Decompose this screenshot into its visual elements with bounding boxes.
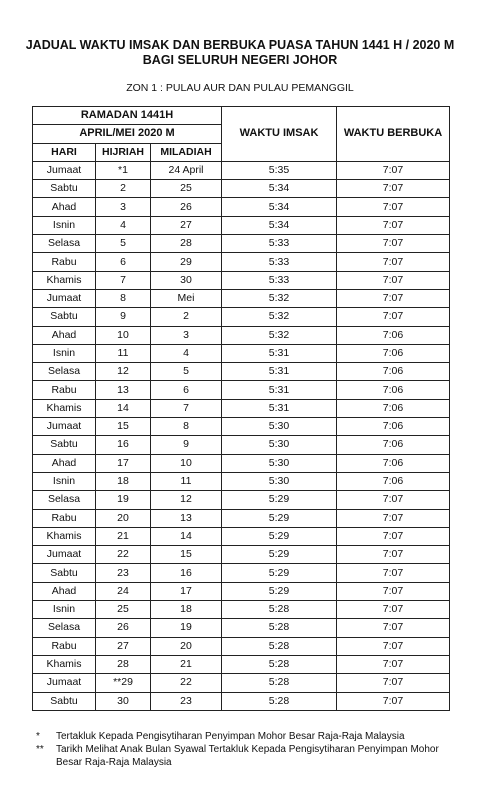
berbuka-cell: 7:07: [337, 161, 450, 179]
berbuka-cell: 7:06: [337, 436, 450, 454]
imsak-cell: 5:34: [222, 180, 337, 198]
hijri-cell: 12: [96, 363, 151, 381]
zone-label: ZON 1 : PULAU AUR DAN PULAU PEMANGGIL: [126, 82, 354, 94]
imsak-cell: 5:28: [222, 619, 337, 637]
berbuka-cell: 7:06: [337, 454, 450, 472]
document-title: [0, 38, 480, 68]
gregorian-cell: 17: [151, 582, 222, 600]
schedule-body: [33, 161, 450, 710]
gregorian-cell: 2: [151, 308, 222, 326]
hijri-cell: 21: [96, 527, 151, 545]
table-row: [33, 216, 450, 234]
berbuka-cell: 7:07: [337, 308, 450, 326]
hijriah-header: HIJRIAH: [96, 143, 151, 161]
table-row: [33, 418, 450, 436]
imsak-cell: 5:28: [222, 601, 337, 619]
table-row: [33, 271, 450, 289]
day-cell: Jumaat: [33, 418, 96, 436]
hijri-cell: 25: [96, 601, 151, 619]
gregorian-cell: 23: [151, 692, 222, 710]
berbuka-cell: 7:07: [337, 637, 450, 655]
imsak-cell: 5:28: [222, 692, 337, 710]
imsak-cell: 5:29: [222, 491, 337, 509]
imsak-cell: 5:32: [222, 326, 337, 344]
table-row: [33, 198, 450, 216]
day-cell: Jumaat: [33, 546, 96, 564]
berbuka-cell: 7:07: [337, 289, 450, 307]
table-row: [33, 235, 450, 253]
berbuka-cell: 7:07: [337, 655, 450, 673]
day-cell: Sabtu: [33, 180, 96, 198]
day-cell: Isnin: [33, 601, 96, 619]
hijri-cell: 6: [96, 253, 151, 271]
title-line-1: JADUAL WAKTU IMSAK DAN BERBUKA PUASA TAHUN 1441 H / 2020 M: [25, 38, 455, 52]
table-row: [33, 637, 450, 655]
day-cell: Rabu: [33, 509, 96, 527]
gregorian-cell: 6: [151, 381, 222, 399]
imsak-cell: 5:33: [222, 235, 337, 253]
berbuka-cell: 7:07: [337, 491, 450, 509]
hijri-cell: *1: [96, 161, 151, 179]
imsak-cell: 5:30: [222, 436, 337, 454]
day-cell: Khamis: [33, 271, 96, 289]
imsak-cell: 5:32: [222, 308, 337, 326]
title-line-2: BAGI SELURUH NEGERI JOHOR: [142, 53, 338, 67]
day-cell: Ahad: [33, 198, 96, 216]
hijri-cell: 4: [96, 216, 151, 234]
gregorian-cell: 19: [151, 619, 222, 637]
gregorian-cell: 29: [151, 253, 222, 271]
berbuka-header: WAKTU BERBUKA: [337, 107, 450, 162]
imsak-cell: 5:30: [222, 418, 337, 436]
table-row: [33, 253, 450, 271]
gregorian-cell: 25: [151, 180, 222, 198]
gregorian-cell: 26: [151, 198, 222, 216]
gregorian-cell: 9: [151, 436, 222, 454]
imsak-cell: 5:29: [222, 509, 337, 527]
day-cell: Isnin: [33, 216, 96, 234]
berbuka-cell: 7:07: [337, 692, 450, 710]
hijri-cell: 17: [96, 454, 151, 472]
table-row: [33, 326, 450, 344]
hijri-cell: 19: [96, 491, 151, 509]
footnote-mark: *: [36, 731, 40, 742]
day-cell: Khamis: [33, 655, 96, 673]
berbuka-cell: 7:06: [337, 344, 450, 362]
berbuka-cell: 7:07: [337, 198, 450, 216]
day-cell: Selasa: [33, 491, 96, 509]
table-row: [33, 308, 450, 326]
imsak-cell: 5:35: [222, 161, 337, 179]
table-row: [33, 180, 450, 198]
footnote-text: Tertakluk Kepada Pengisytiharan Penyimpan Mohor Besar Raja-Raja Malaysia: [56, 731, 405, 742]
table-row: [33, 363, 450, 381]
berbuka-cell: 7:07: [337, 601, 450, 619]
berbuka-cell: 7:07: [337, 582, 450, 600]
day-cell: Sabtu: [33, 436, 96, 454]
month-header: APRIL/MEI 2020 M: [33, 125, 222, 143]
table-row: [33, 436, 450, 454]
berbuka-cell: 7:07: [337, 235, 450, 253]
footnote-text: Tarikh Melihat Anak Bulan Syawal Tertakluk Kepada Pengisytiharan Penyimpan Mohor Besar Raja-Raja Malaysia: [56, 744, 439, 768]
gregorian-cell: 16: [151, 564, 222, 582]
berbuka-cell: 7:07: [337, 509, 450, 527]
day-cell: Sabtu: [33, 692, 96, 710]
gregorian-cell: 14: [151, 527, 222, 545]
hijri-cell: 16: [96, 436, 151, 454]
table-row: [33, 344, 450, 362]
berbuka-cell: 7:06: [337, 418, 450, 436]
berbuka-cell: 7:07: [337, 216, 450, 234]
gregorian-cell: 18: [151, 601, 222, 619]
day-cell: Selasa: [33, 619, 96, 637]
ramadan-header: RAMADAN 1441H: [33, 107, 222, 125]
day-cell: Selasa: [33, 363, 96, 381]
schedule-table: [32, 106, 450, 711]
footnote-mark: **: [36, 744, 44, 755]
imsak-cell: 5:32: [222, 289, 337, 307]
table-row: [33, 472, 450, 490]
gregorian-cell: 21: [151, 655, 222, 673]
hijri-cell: 11: [96, 344, 151, 362]
imsak-cell: 5:34: [222, 216, 337, 234]
hijri-cell: 26: [96, 619, 151, 637]
gregorian-cell: 12: [151, 491, 222, 509]
gregorian-cell: 7: [151, 399, 222, 417]
berbuka-cell: 7:07: [337, 271, 450, 289]
imsak-cell: 5:28: [222, 655, 337, 673]
day-cell: Jumaat: [33, 674, 96, 692]
day-cell: Selasa: [33, 235, 96, 253]
imsak-cell: 5:29: [222, 527, 337, 545]
imsak-cell: 5:31: [222, 399, 337, 417]
hijri-cell: 28: [96, 655, 151, 673]
imsak-cell: 5:29: [222, 546, 337, 564]
imsak-cell: 5:31: [222, 363, 337, 381]
imsak-cell: 5:30: [222, 472, 337, 490]
gregorian-cell: 13: [151, 509, 222, 527]
imsak-cell: 5:29: [222, 582, 337, 600]
hijri-cell: 7: [96, 271, 151, 289]
hijri-cell: 30: [96, 692, 151, 710]
imsak-cell: 5:30: [222, 454, 337, 472]
hari-header: HARI: [33, 143, 96, 161]
table-row: [33, 399, 450, 417]
table-row: [33, 381, 450, 399]
gregorian-cell: 5: [151, 363, 222, 381]
gregorian-cell: 30: [151, 271, 222, 289]
day-cell: Isnin: [33, 472, 96, 490]
berbuka-cell: 7:07: [337, 546, 450, 564]
berbuka-cell: 7:06: [337, 472, 450, 490]
imsak-cell: 5:28: [222, 674, 337, 692]
gregorian-cell: 24 April: [151, 161, 222, 179]
hijri-cell: 8: [96, 289, 151, 307]
day-cell: Sabtu: [33, 308, 96, 326]
table-row: [33, 674, 450, 692]
imsak-cell: 5:33: [222, 253, 337, 271]
gregorian-cell: 4: [151, 344, 222, 362]
imsak-cell: 5:29: [222, 564, 337, 582]
day-cell: Ahad: [33, 326, 96, 344]
day-cell: Khamis: [33, 527, 96, 545]
hijri-cell: 18: [96, 472, 151, 490]
table-row: [33, 564, 450, 582]
gregorian-cell: 15: [151, 546, 222, 564]
miladiah-header: MILADIAH: [151, 143, 222, 161]
gregorian-cell: 10: [151, 454, 222, 472]
day-cell: Sabtu: [33, 564, 96, 582]
day-cell: Rabu: [33, 637, 96, 655]
imsak-cell: 5:34: [222, 198, 337, 216]
gregorian-cell: 22: [151, 674, 222, 692]
berbuka-cell: 7:06: [337, 363, 450, 381]
gregorian-cell: Mei: [151, 289, 222, 307]
day-cell: Khamis: [33, 399, 96, 417]
hijri-cell: 27: [96, 637, 151, 655]
hijri-cell: 20: [96, 509, 151, 527]
table-row: [33, 509, 450, 527]
day-cell: Ahad: [33, 454, 96, 472]
hijri-cell: 24: [96, 582, 151, 600]
table-row: [33, 619, 450, 637]
table-row: [33, 454, 450, 472]
table-row: [33, 582, 450, 600]
day-cell: Rabu: [33, 253, 96, 271]
berbuka-cell: 7:06: [337, 399, 450, 417]
hijri-cell: **29: [96, 674, 151, 692]
imsak-cell: 5:31: [222, 344, 337, 362]
footnote: [36, 743, 456, 769]
berbuka-cell: 7:07: [337, 674, 450, 692]
footnotes: [36, 730, 456, 769]
berbuka-cell: 7:07: [337, 619, 450, 637]
gregorian-cell: 27: [151, 216, 222, 234]
table-row: [33, 692, 450, 710]
hijri-cell: 9: [96, 308, 151, 326]
day-cell: Isnin: [33, 344, 96, 362]
gregorian-cell: 20: [151, 637, 222, 655]
day-cell: Rabu: [33, 381, 96, 399]
imsak-cell: 5:28: [222, 637, 337, 655]
hijri-cell: 14: [96, 399, 151, 417]
berbuka-cell: 7:07: [337, 180, 450, 198]
table-row: [33, 655, 450, 673]
berbuka-cell: 7:07: [337, 253, 450, 271]
imsak-cell: 5:33: [222, 271, 337, 289]
berbuka-cell: 7:07: [337, 527, 450, 545]
table-row: [33, 527, 450, 545]
hijri-cell: 22: [96, 546, 151, 564]
hijri-cell: 2: [96, 180, 151, 198]
hijri-cell: 15: [96, 418, 151, 436]
hijri-cell: 3: [96, 198, 151, 216]
table-row: [33, 491, 450, 509]
table-row: [33, 601, 450, 619]
hijri-cell: 10: [96, 326, 151, 344]
day-cell: Jumaat: [33, 161, 96, 179]
footnote: [36, 730, 456, 743]
gregorian-cell: 3: [151, 326, 222, 344]
berbuka-cell: 7:07: [337, 564, 450, 582]
hijri-cell: 5: [96, 235, 151, 253]
day-cell: Jumaat: [33, 289, 96, 307]
table-row: [33, 161, 450, 179]
gregorian-cell: 11: [151, 472, 222, 490]
berbuka-cell: 7:06: [337, 381, 450, 399]
table-row: [33, 546, 450, 564]
gregorian-cell: 28: [151, 235, 222, 253]
day-cell: Ahad: [33, 582, 96, 600]
berbuka-cell: 7:06: [337, 326, 450, 344]
hijri-cell: 13: [96, 381, 151, 399]
table-row: [33, 289, 450, 307]
imsak-header: WAKTU IMSAK: [222, 107, 337, 162]
hijri-cell: 23: [96, 564, 151, 582]
imsak-cell: 5:31: [222, 381, 337, 399]
gregorian-cell: 8: [151, 418, 222, 436]
